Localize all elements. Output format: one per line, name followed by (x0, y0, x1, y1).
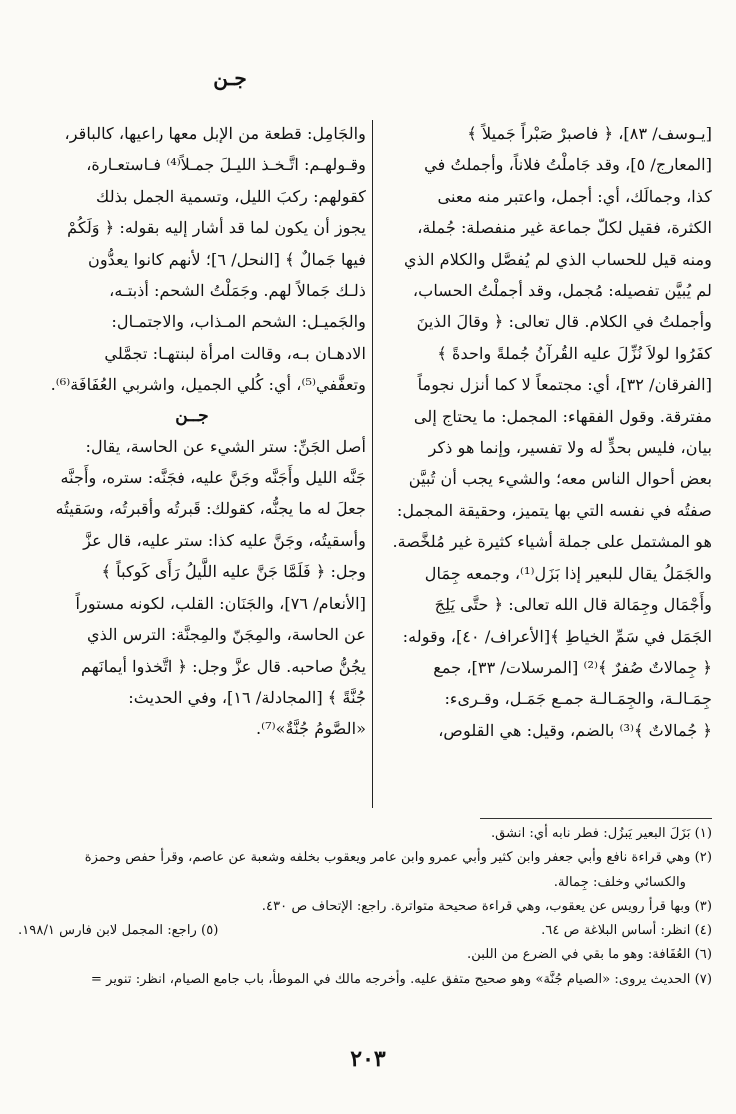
text-line: أصل الجَنِّ: ستر الشيء عن الحاسة، يقال: (85, 436, 366, 456)
footnote: (٣) وبها قرأ رويس عن يعقوب، وهي قراءة صحيحة متواترة. راجع: الإتحاف ص ٤٣٠. (261, 898, 712, 914)
text-line: جِمَـالـة، والجِمَـالـة جمـع جَمَـل، وقـرىء: (444, 689, 712, 709)
text-line: ذلـك جَمالاً لهم. وجَمَلْتُ الشحم: أذبتـه، (109, 281, 366, 301)
footnotes (18, 822, 712, 992)
text-line: [الأنعام/ ٧٦]، والجَنَان: القلب، لكونه مستوراً (75, 593, 366, 613)
text-line: [المعارج/ ٥]، وقد جَاملْتُ فلاناً، وأجملتُ في (424, 155, 712, 175)
text-line: وجل: ﴿ فَلَمَّا جَنَّ عليه اللَّيلُ رَأَى كَوكباً ﴾ (101, 562, 366, 582)
running-header: جـن (213, 66, 247, 90)
footnote: (٥) راجع: المجمل لابن فارس ١٩٨/١. (18, 923, 219, 939)
text-line: وأَجْمَال وجِمَالة قال الله تعالى: ﴿ حتَّى يَلِجَ (434, 595, 712, 615)
text-line: لم يُبيَّن تفصيله: مُجمل، وقد أجملْتُ الحساب، (412, 281, 712, 301)
text-line: ومنه قيل للحساب الذي لم يُفصَّل والكلام الذي (403, 249, 712, 269)
right-column (380, 118, 712, 746)
text-line: ﴿ جُمالاتٌ ﴾⁽³⁾ بالضم، وقيل: هي القلوص، (438, 720, 712, 740)
text-line: والجَمَلُ يقال للبعير إذا بَزَل⁽¹⁾، وجمعه جِمَال (424, 563, 712, 583)
footnote: (٧) الحديث يروى: «الصيام جُنَّة» وهو صحيح متفق عليه. وأخرجه مالك في الموطأ، باب جامع الصيام، انظر: تنوير = (90, 971, 712, 987)
text-line: والجَامِل: قطعة من الإبل معها راعيها، كالباقر، (64, 124, 366, 143)
text-line: وأسقيتُه، وجَنَّ عليه كذا: ستر عليه، قال عزَّ (83, 530, 366, 550)
text-line: كذا، وجمالَك، أي: أجمل، واعتبر منه معنى (437, 186, 712, 206)
left-column (18, 118, 366, 745)
text-line: [يـوسف/ ٨٣]، ﴿ فاصبرْ صَبْراً جَميلاً ﴾ (467, 124, 712, 143)
text-line: وتعفَّفي⁽⁵⁾، أي: كُلي الجميل، واشربي العُفَافَة⁽⁶⁾. (50, 375, 366, 395)
text-line: بعض أحوال الناس معه؛ والشيء يجب أن تُبيَّن (408, 469, 712, 489)
text-line: الجَمَل في سَمِّ الخياطِ ﴾[الأعراف/ ٤٠]، وقوله: (402, 626, 712, 646)
text-line: وقـولهـم: اتَّـخـذ الليـلَ جمـلاً⁽⁴⁾ فـاستعـارة، (86, 155, 366, 175)
text-line: بيان، فليس بحدٍّ له ولا تفسير، وإنما هو ذكر (428, 438, 712, 458)
text-line: مفترقة. وقول الفقهاء: المجمل: ما يحتاج إلى (413, 406, 712, 426)
text-line: «الصَّومُ جُنَّةٌ»⁽⁷⁾. (256, 719, 366, 739)
text-line: كفَرُوا لولاَ نُزِّلَ عليه القُرآنُ جُملةً واحدةً ﴾ (437, 343, 712, 363)
text-line: [الفرقان/ ٣٢]، أي: مجتمعاً لا كما أنزل نجوماً (417, 375, 712, 395)
text-line: ﴿ جِمالاتٌ صُفرٌ ﴾⁽²⁾ [المرسلات/ ٣٣]، جمع (433, 657, 712, 677)
text-line: يجُنُّ صاحبه. قال عزَّ وجل: ﴿ اتَّخذوا أيمانَهم (80, 656, 366, 676)
footnote-continuation: والكسائي وخلف: جِمالة. (553, 874, 686, 890)
text-line: جَنَّه الليل وأَجَنَّه وجَنَّ عليه، فجَنَّه: ستره، وأَجنَّه (60, 468, 366, 488)
text-line: يجوز أن يكون لما قد أشار إليه بقوله: ﴿ وَلَكُمْ (67, 218, 366, 238)
text-line: عن الحاسة، والمِجَنّ والمِجنَّة: الترس الذي (86, 625, 366, 645)
footnote: (٢) وهي قراءة نافع وأبي جعفر وابن كثير وأبي عمرو وابن عامر ويعقوب بخلفه وشعبة عن عاصم، وقرأ حفص وحمزة (84, 850, 712, 866)
text-line: هو المشتمل على جملة أشياء كثيرة غير مُلخَّصة. (392, 532, 712, 552)
text-line: الكثرة، فقيل لكلّ جماعة غير منفصلة: جُملة، (417, 218, 712, 238)
section-heading: جــن (175, 405, 209, 426)
column-divider (372, 120, 373, 808)
footnote: (٦) العُفَافة: وهو ما بقي في الضرع من اللبن. (467, 947, 712, 963)
footnote-separator (480, 818, 712, 819)
text-line: جعلَ له ما يجنُّه، كقولك: قَبرتُه وأقبرتُه، وسَقيتُه (55, 499, 366, 519)
text-line: صفتُه في نفسه التي بها يتميز، وحقيقة المجمل: (396, 500, 712, 520)
footnote-row (18, 919, 712, 943)
text-line: وأجملتُ في الكلام. قال تعالى: ﴿ وقالَ الذينَ (416, 312, 712, 332)
text-line: كقولهم: ركبَ الليل، وتسمية الجمل بذلك (96, 186, 366, 206)
footnote: (٤) انظر: أساس البلاغة ص ٦٤. (541, 923, 712, 939)
text-line: الادهـان بـه، وقالت امرأة لبنتهـا: تجمَّلي (104, 343, 366, 363)
text-line: جُنَّةً ﴾ [المجادلة/ ١٦]، وفي الحديث: (128, 687, 366, 707)
footnote: (١) بَزَلَ البعير يَبزُل: فطر نابه أي: انشق. (490, 826, 712, 841)
page-number: ٢٠٣ (350, 1046, 386, 1072)
text-line: والجَميـل: الشحم المـذاب، والاجتمـال: (111, 312, 366, 332)
text-line: فيها جَمالٌ ﴾ [النحل/ ٦]؛ لأنهم كانوا يعدُّون (87, 249, 366, 269)
